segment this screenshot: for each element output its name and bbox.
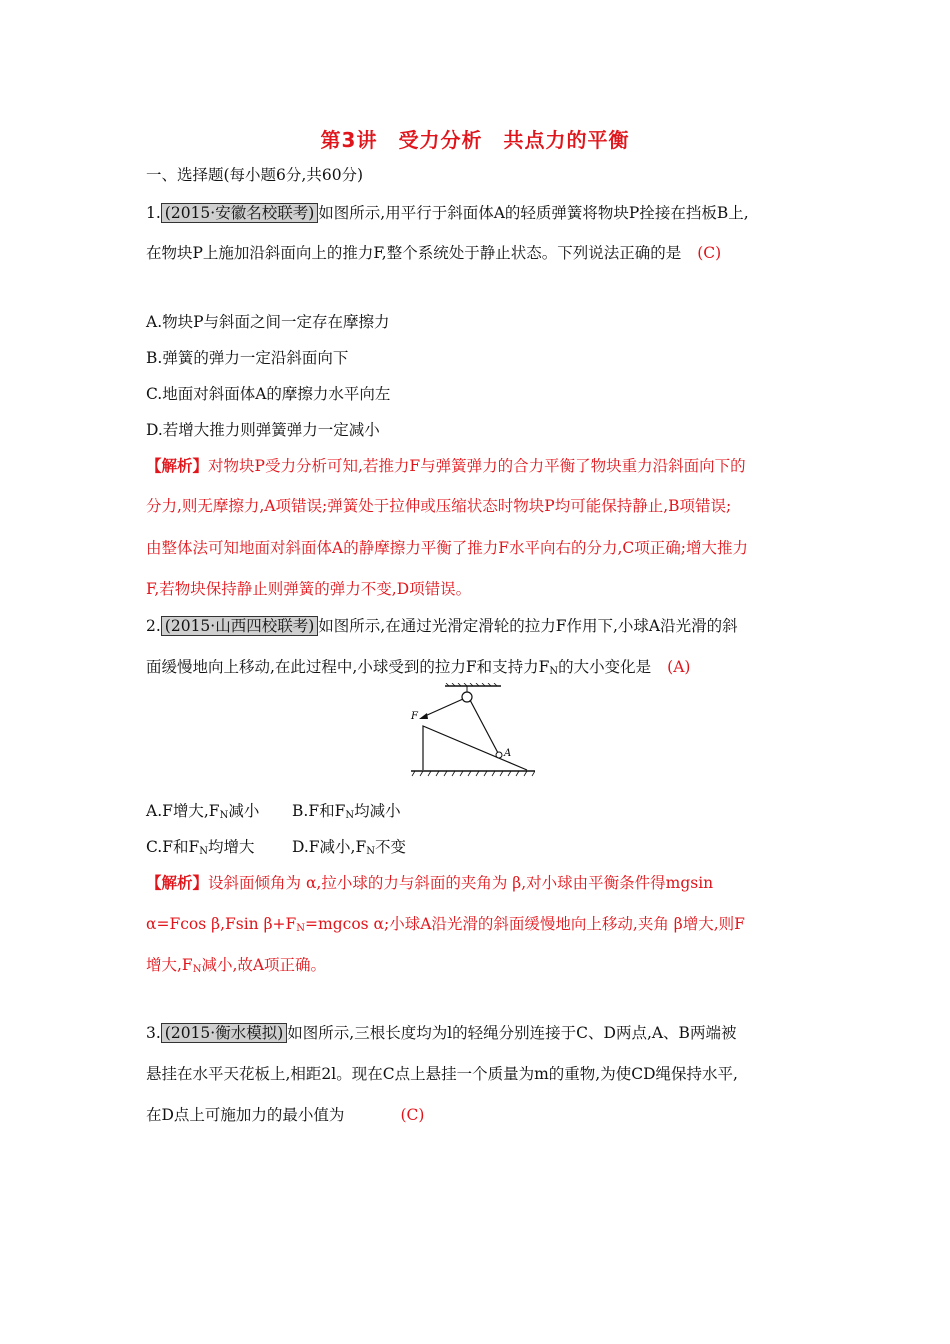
q2-opt-d-sub: N (366, 846, 375, 857)
q2-opt-c-text-b: 均增大 (208, 838, 255, 856)
q3-stem-text: 如图所示,三根长度均为l的轻绳分别连接于C、D两点,A、B两端被 (287, 1024, 737, 1042)
q3-stem-line1 (146, 1021, 736, 1043)
section-heading: 一、选择题(每小题6分,共60分) (146, 166, 364, 184)
ball-label: A (504, 748, 512, 759)
q2-analysis-text-1: 设斜面倾角为 α,拉小球的力与斜面的夹角为 β,对小球由平衡条件得mgsin (208, 874, 714, 892)
q2-stem-line2 (146, 655, 690, 677)
q1-analysis-line1 (146, 454, 746, 476)
q1-source-tag: (2015·安徽名校联考) (161, 203, 318, 223)
q2-source-tag: (2015·山西四校联考) (161, 616, 318, 636)
q2-answer: (A) (667, 658, 691, 676)
q1-stem-line1 (146, 201, 749, 223)
q2-opt-d-text-b: 不变 (375, 838, 407, 856)
q2-stem-line1 (146, 614, 738, 636)
q3-stem-text-3: 在D点上可施加力的最小值为 (146, 1106, 345, 1124)
q3-stem-line2: 悬挂在水平天花板上,相距2l。现在C点上悬挂一个质量为m的重物,为使CD绳保持水平, (146, 1065, 738, 1083)
q3-number: 3. (146, 1024, 161, 1042)
q1-analysis-text-1: 对物块P受力分析可知,若推力F与弹簧弹力的合力平衡了物块重力沿斜面向下的 (208, 457, 746, 475)
q2-opt-b-text-b: 均减小 (354, 802, 401, 820)
q2-opt-a-text-b: 减小 (228, 802, 260, 820)
ball-a (496, 752, 502, 758)
q1-stem-text-2: 在物块P上施加沿斜面向上的推力F,整个系统处于静止状态。下列说法正确的是 (146, 244, 682, 262)
q3-answer: (C) (400, 1106, 425, 1124)
q2-opt-a-text: A.F增大,F (146, 802, 220, 820)
q1-option-c: C.地面对斜面体A的摩擦力水平向左 (146, 385, 391, 403)
q2-opt-c-sub: N (199, 846, 208, 857)
q2-analysis-line3 (146, 953, 326, 975)
q1-stem-text: 如图所示,用平行于斜面体A的轻质弹簧将物块P拴接在挡板B上, (318, 204, 749, 222)
q1-analysis-line2: 分力,则无摩擦力,A项错误;弹簧处于拉伸或压缩状态时物块P均可能保持静止,B项错误; (146, 497, 732, 515)
force-arrowhead (419, 713, 428, 719)
page-title: 第3讲 受力分析 共点力的平衡 (320, 128, 630, 152)
q2-analysis-text-2a: α=Fcos β,Fsin β+F (146, 915, 297, 933)
force-arrow (425, 699, 463, 716)
q2-stem-text: 如图所示,在通过光滑定滑轮的拉力F作用下,小球A沿光滑的斜 (318, 617, 738, 635)
q2-analysis-tag: 【解析】 (146, 873, 209, 892)
q1-analysis-line4: F,若物块保持静止则弹簧的弹力不变,D项错误。 (146, 580, 472, 598)
q1-analysis-line3: 由整体法可知地面对斜面体A的静摩擦力平衡了推力F水平向右的分力,C项正确;增大推力 (146, 539, 748, 557)
q2-analysis-text-2b: =mgcos α;小球A沿光滑的斜面缓慢地向上移动,夹角 β增大,则F (305, 915, 745, 933)
q2-opt-b-sub: N (345, 810, 355, 821)
q2-stem-text-2a: 面缓慢地向上移动,在此过程中,小球受到的拉力F和支持力F (146, 658, 550, 676)
q2-analysis-text-3a: 增大,F (146, 956, 193, 974)
force-label: F (411, 711, 418, 722)
q2-subscript: N (549, 666, 559, 677)
q2-incline-figure (405, 683, 535, 778)
q2-opt-a-sub: N (219, 810, 229, 821)
q1-number: 1. (146, 204, 161, 222)
q2-analysis-line2 (146, 912, 745, 934)
q3-stem-line3 (146, 1103, 424, 1125)
q1-answer: (C) (697, 244, 722, 262)
q2-number: 2. (146, 617, 161, 635)
q2-analysis-line1 (146, 871, 713, 893)
q1-option-d: D.若增大推力则弹簧弹力一定减小 (146, 421, 380, 439)
q2-option-a (146, 799, 259, 821)
q3-source-tag: (2015·衡水模拟) (161, 1023, 287, 1043)
q2-option-c (146, 835, 255, 857)
rope (470, 700, 498, 753)
q2-opt-d-text: D.F减小,F (292, 838, 367, 856)
q2-opt-c-text: C.F和F (146, 838, 200, 856)
q2-option-b (292, 799, 401, 821)
q2-analysis-sub-3: N (192, 964, 202, 975)
q2-analysis-sub-2: N (296, 923, 306, 934)
q2-option-d (292, 835, 406, 857)
q1-stem-line2 (146, 241, 721, 263)
q1-option-a: A.物块P与斜面之间一定存在摩擦力 (146, 313, 390, 331)
q2-analysis-text-3b: 减小,故A项正确。 (201, 956, 327, 974)
q2-stem-text-2b: 的大小变化是 (558, 658, 652, 676)
incline (423, 726, 527, 770)
q1-analysis-tag: 【解析】 (146, 456, 209, 475)
q2-opt-b-text: B.F和F (292, 802, 346, 820)
q1-option-b: B.弹簧的弹力一定沿斜面向下 (146, 349, 349, 367)
